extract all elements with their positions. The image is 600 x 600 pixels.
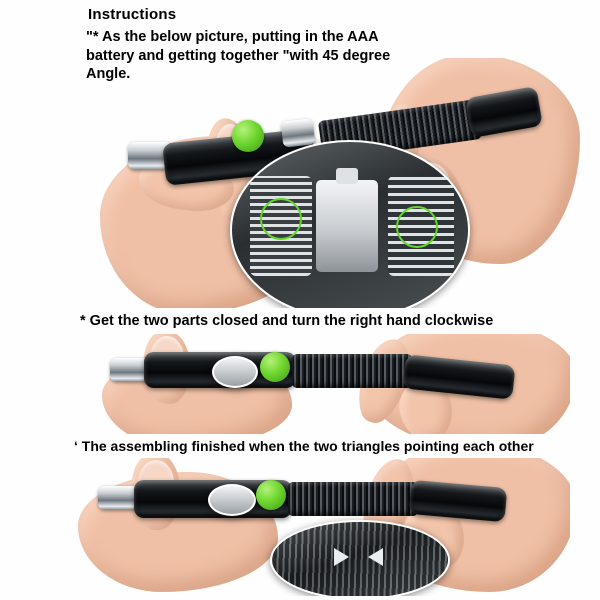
tool-grip-step-three bbox=[288, 482, 418, 516]
tool-green-button-step-two bbox=[260, 352, 290, 382]
triangle-mark-right bbox=[368, 548, 383, 566]
magnified-inset-step-one bbox=[230, 140, 470, 308]
step-three-caption: ‘ The assembling finished when the two triangles pointing each other bbox=[74, 438, 534, 454]
tool-grip-step-two bbox=[292, 354, 412, 388]
callout-circle-left bbox=[260, 198, 302, 240]
callout-circle-right bbox=[396, 206, 438, 248]
tool-green-button-step-three bbox=[256, 480, 286, 510]
tool-left-green-button bbox=[232, 120, 264, 152]
figure-step-three bbox=[70, 458, 570, 596]
triangle-mark-left bbox=[334, 548, 349, 566]
page-title: Instructions bbox=[88, 6, 177, 23]
aaa-battery bbox=[316, 180, 378, 272]
tool-side-oval-step-three bbox=[208, 484, 256, 516]
battery-positive-terminal bbox=[336, 168, 358, 184]
inset-ribbed-surface bbox=[272, 522, 448, 596]
tool-side-oval-step-two bbox=[212, 356, 258, 388]
instructions-body-text: "* As the below picture, putting in the AAA battery and getting together "with 45 degree Angle. bbox=[86, 29, 391, 83]
figure-step-two bbox=[100, 334, 570, 434]
magnified-inset-step-three bbox=[270, 520, 450, 596]
tool-left-connector bbox=[281, 118, 316, 147]
step-two-caption: * Get the two parts closed and turn the right hand clockwise bbox=[80, 313, 494, 329]
figure-step-one bbox=[80, 58, 580, 308]
